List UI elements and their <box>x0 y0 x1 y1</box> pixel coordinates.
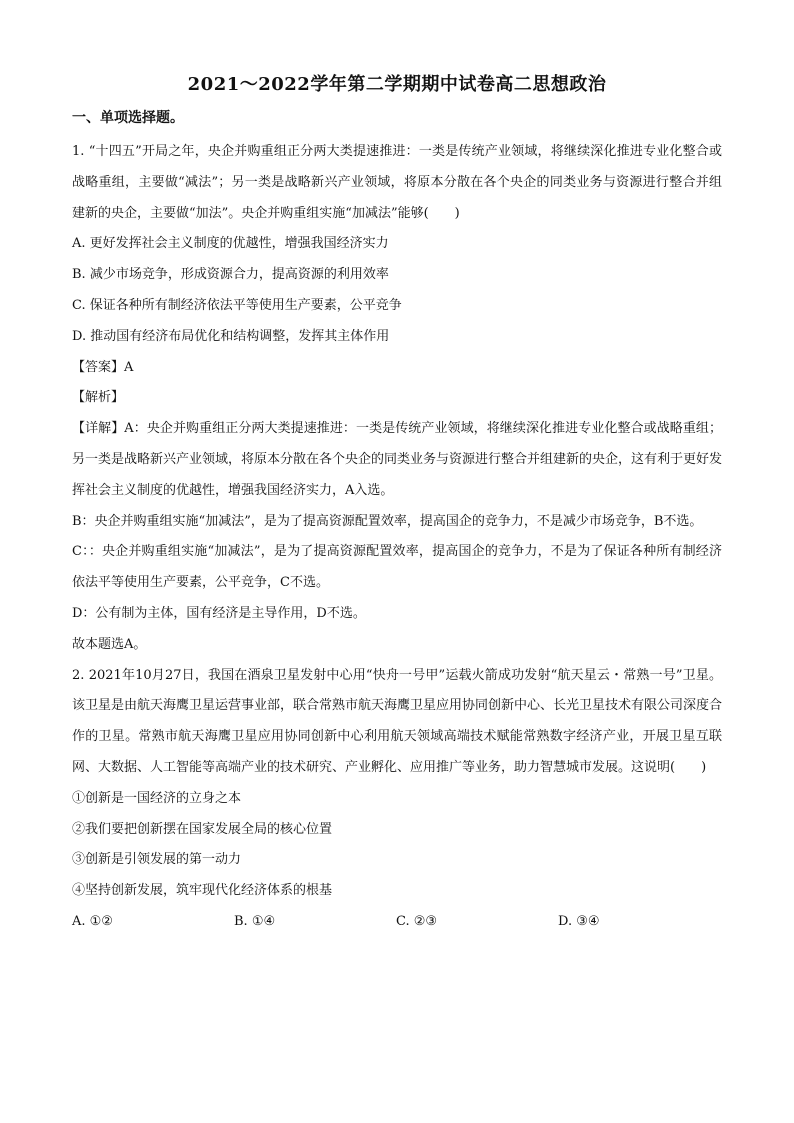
detail-a <box>72 414 722 506</box>
detail-label: 【详解】 <box>72 421 125 437</box>
question-2-statement-1: ①创新是一国经济的立身之本 <box>72 790 242 806</box>
question-2-stem: 2. 2021年10月27日，我国在酒泉卫星发射中心用“快舟一号甲”运载火箭成功发射“航天星云・常熟一号”卫星。该卫星是由航天海鹰卫星运营事业部，联合常熟市航天海鹰卫星应用协同创新中心、长光卫星技术有限公司深度合作的卫星。常熟市航天海鹰卫星应用协同创新中心利用航天领域高端技术赋能常熟数字经济产业，开展卫星互联网、大数据、人工智能等高端产业的技术研究、产业孵化、应用推广等业务，助力智慧城市发展。这说明( ) <box>72 667 723 775</box>
question-1-option-d: D. 推动国有经济布局优化和结构调整，发挥其主体作用 <box>72 328 390 344</box>
question-2-option-d: D. ③④ <box>558 913 600 929</box>
question-2-option-b: B. ①④ <box>234 913 276 929</box>
question-1-option-a: A. 更好发挥社会主义制度的优越性，增强我国经济实力 <box>72 236 389 252</box>
question-2-statement-3: ③创新是引领发展的第一动力 <box>72 852 242 868</box>
detail-d: D：公有制为主体，国有经济是主导作用，D不选。 <box>72 605 366 621</box>
detail-c: C：：央企并购重组实施“加减法”，是为了提高资源配置效率，提高国企的竞争力，不是为了保证各种所有制经济依法平等使用生产要素，公平竞争，C不选。 <box>72 544 722 591</box>
question-2-option-a: A. ①② <box>72 913 113 929</box>
detail-a-text: A：央企并购重组正分两大类提速推进：一类是传统产业领域，将继续深化推进专业化整合或战略重组；另一类是战略新兴产业领域，将原本分散在各个央企的同类业务与资源进行整合并组建新的央企，这有利于更好发挥社会主义制度的优越性，增强我国经济实力，A入选。 <box>72 421 723 498</box>
question-1-stem: 1. “十四五”开局之年，央企并购重组正分两大类提速推进：一类是传统产业领域，将继续深化推进专业化整合或战略重组，主要做“减法”；另一类是战略新兴产业领域，将原本分散在各个央企的同类业务与资源进行整合并组建新的央企，主要做“加法”。央企并购重组实施“加减法”能够( ) <box>72 144 722 221</box>
question-2-statement-2: ②我们要把创新摆在国家发展全局的核心位置 <box>72 821 333 837</box>
analysis-label: 【解析】 <box>72 390 125 406</box>
answer-label: 【答案】 <box>72 359 125 375</box>
detail-b: B：央企并购重组实施“加减法”，是为了提高资源配置效率，提高国企的竞争力，不是减少市场竞争，B不选。 <box>72 513 703 529</box>
question-1-option-c: C. 保证各种所有制经济依法平等使用生产要素，公平竞争 <box>72 297 402 313</box>
exam-content <box>72 137 722 938</box>
question-2-options <box>72 907 722 938</box>
conclusion: 故本题选A。 <box>72 636 147 652</box>
question-2-statement-4: ④坚持创新发展，筑牢现代化经济体系的根基 <box>72 883 333 899</box>
page-title: 2021～2022学年第二学期期中试卷高二思想政治 <box>187 74 607 95</box>
question-2-option-c: C. ②③ <box>396 913 438 929</box>
section-heading: 一、单项选择题。 <box>72 110 184 126</box>
answer-line <box>72 353 722 384</box>
question-1-option-b: B. 减少市场竞争，形成资源合力，提高资源的利用效率 <box>72 267 389 283</box>
answer-value: A <box>124 359 134 375</box>
